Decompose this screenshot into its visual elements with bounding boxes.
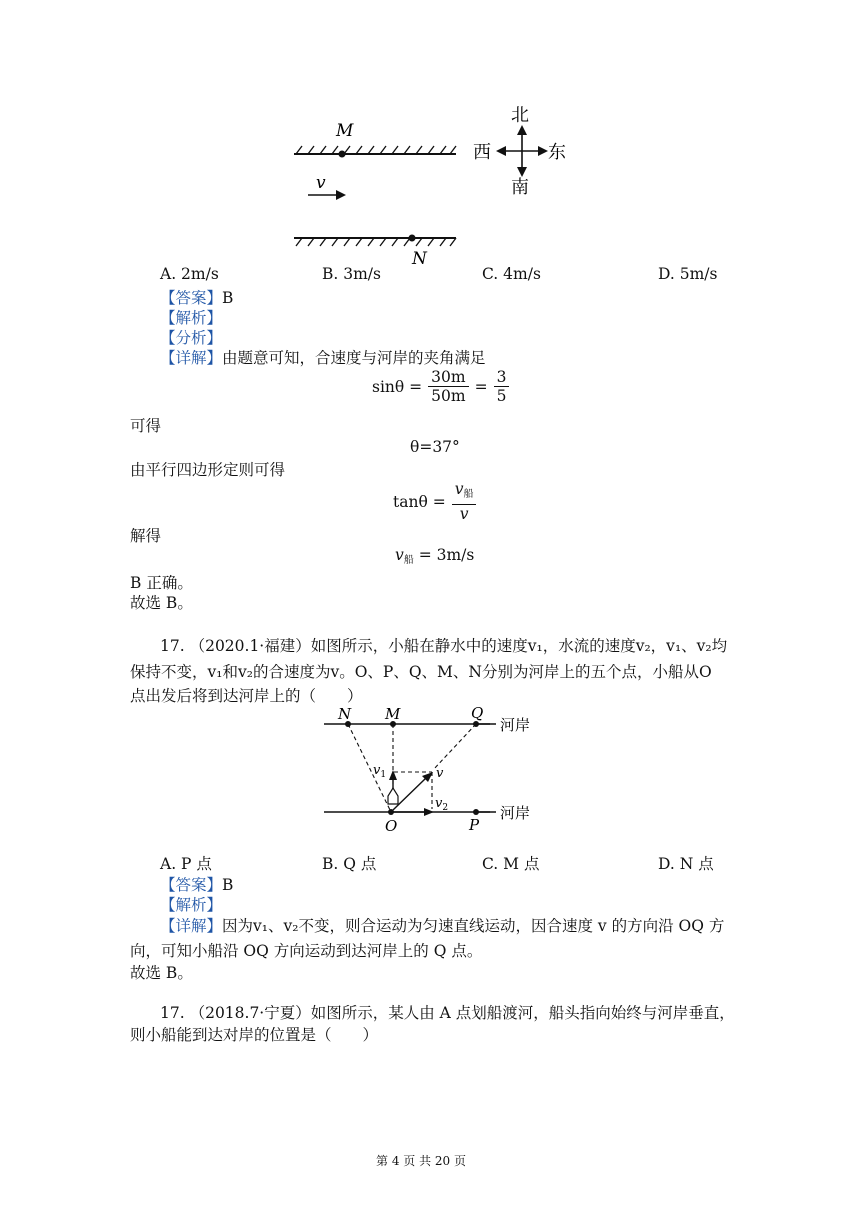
q2-detail-line2: 向，可知小船沿 OQ 方向运动到达河岸上的 Q 点。 [130,942,483,960]
compass-south: 南 [511,177,529,198]
point-N: N [338,705,352,723]
river-figure-1 [280,100,590,270]
label-N: N [412,249,427,269]
compass-west: 西 [473,142,491,163]
text-parallelogram: 由平行四边形定则可得 [130,461,286,479]
q2-stem-line3: 点出发后将到达河岸上的（ ） [130,687,363,705]
jiexi-tag: 【解析】 [160,309,223,327]
equation-tan [393,480,478,523]
label-v2: v [435,796,443,811]
eq3-lhs: tanθ = [393,492,446,511]
q2-final: 故选 B。 [130,964,193,982]
point-O: O [385,817,398,835]
q2-stem-line2: 保持不变，v₁和v₂的合速度为v。O、P、Q、M、N分别为河岸上的五个点，小船从O [130,663,712,681]
text-kede: 可得 [130,417,162,435]
bank-label-bottom: 河岸 [500,804,531,822]
compass-north: 北 [511,105,529,126]
q2-option-c: C. M 点 [482,855,540,873]
svg-text:v1: $v_1$ [373,763,387,780]
label-v: v [316,173,326,193]
q3-stem-line1: 17. （2018.7·宁夏）如图所示，某人由 A 点划船渡河，船头指向始终与河岸垂直， [160,1004,735,1022]
label-v1: v [373,763,381,778]
detail-tag: 【详解】 [160,349,223,367]
q2-option-b: B. Q 点 [322,855,377,873]
answer-tag: 【答案】 [160,289,223,307]
text-jiede: 解得 [130,527,162,545]
q2-answer: 【答案】B [160,876,234,894]
eq1-equals: = [474,377,488,396]
q1-option-d: D. 5m/s [658,265,718,283]
svg-text:v2: $v_2$ [435,796,449,813]
boat-icon [388,788,398,804]
equation-sin [372,368,511,405]
q2-jiexi-tag: 【解析】 [160,896,223,914]
answer-value: B [222,289,234,307]
q1-correct: B 正确。 [130,574,193,592]
q2-option-a: A. P 点 [160,855,212,873]
q2-detail-line1: 【详解】因为v₁、v₂不变，则合运动为匀速直线运动，因合速度 v 的方向沿 OQ 方 [160,917,725,935]
eq1-lhs: sinθ = [372,377,423,396]
eq1-frac1: $\frac{30m}{50m}$ [428,368,468,405]
q1-detail [160,346,486,368]
q2-option-d: D. N 点 [658,855,714,873]
q1-answer [160,286,233,308]
label-M: M [336,121,354,141]
q2-stem-line1: 17. （2020.1·福建）如图所示，小船在静水中的速度v₁，水流的速度v₂，v₁、v₂均 [160,637,728,655]
eq1-frac2: $\frac{3}{5}$ [494,368,510,405]
q3-stem-line2: 则小船能到达对岸的位置是（ ） [130,1026,379,1044]
point-P: P [469,816,480,834]
eq3-frac: $\frac{v_船}{v}$ [452,480,477,523]
compass-icon [473,105,566,198]
bank-label-top: 河岸 [500,716,531,734]
q1-option-a: A. 2m/s [160,265,219,283]
detail-text: 由题意可知，合速度与河岸的夹角满足 [222,349,486,367]
q1-option-b: B. 3m/s [322,265,381,283]
q1-option-c: C. 4m/s [482,265,541,283]
page-footer: 第 4 页 共 20 页 [376,1154,466,1168]
river-figure-2 [318,704,548,836]
point-M: M [385,705,401,723]
equation-result: $v_船 = 3m/s$ [395,546,475,566]
compass-east: 东 [548,142,566,163]
equation-theta: θ=37° [410,438,460,456]
fenxi-tag: 【分析】 [160,329,223,347]
point-Q: Q [471,704,484,722]
label-v-resultant: v [436,766,444,781]
q1-final: 故选 B。 [130,594,193,612]
